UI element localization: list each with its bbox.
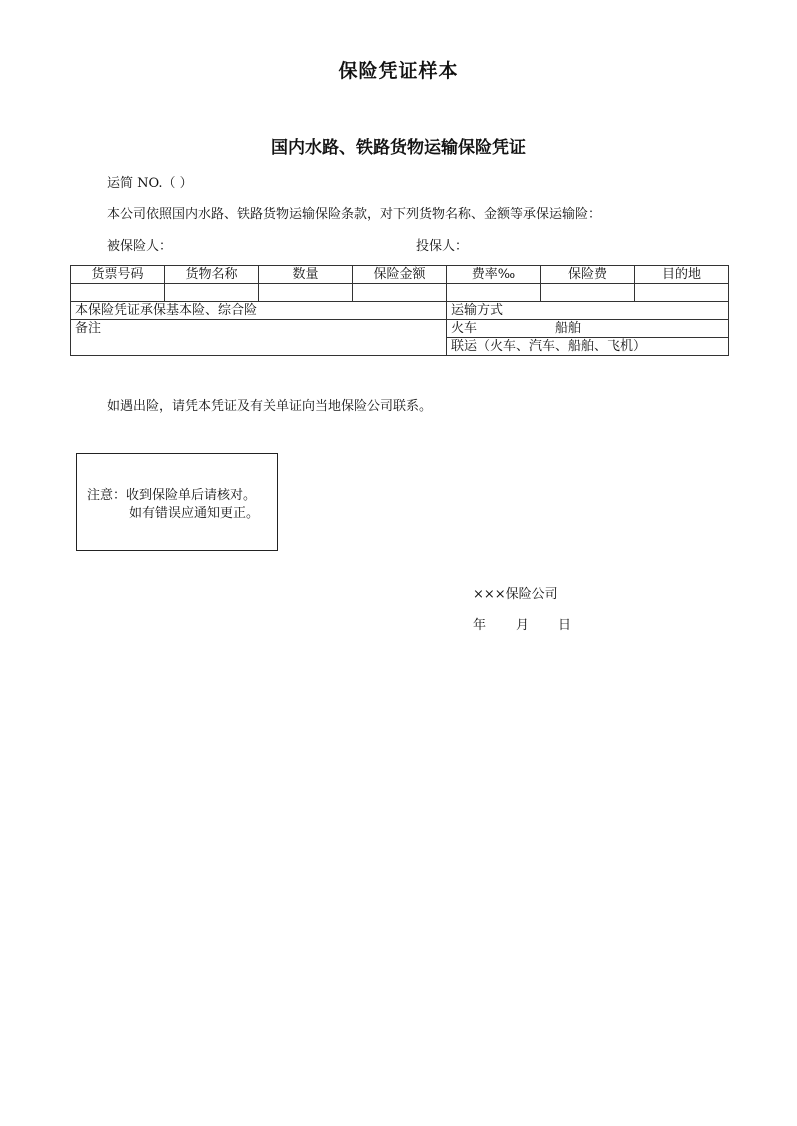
notice-box xyxy=(76,453,278,551)
date-day: 日 xyxy=(558,618,572,633)
header-destination: 目的地 xyxy=(635,266,729,284)
applicant-label: 投保人： xyxy=(416,239,469,254)
notice-line-1: 注意：收到保险单后请核对。 xyxy=(87,488,257,503)
transport-train: 火车 xyxy=(451,321,478,336)
date-year: 年 xyxy=(473,618,487,633)
insured-label: 被保险人： xyxy=(107,239,173,254)
cell-quantity xyxy=(259,284,353,302)
notice-line-2: 如有错误应通知更正。 xyxy=(129,506,260,521)
cell-waybill-number xyxy=(71,284,165,302)
cargo-table xyxy=(70,265,729,356)
reference-number: 运简 NO.（ ） xyxy=(107,176,193,191)
page-title: 保险凭证样本 xyxy=(338,60,459,82)
date-month: 月 xyxy=(516,618,530,633)
company-name: ×××保险公司 xyxy=(473,587,558,602)
header-quantity: 数量 xyxy=(259,266,353,284)
contact-instruction: 如遇出险，请凭本凭证及有关单证向当地保险公司联系。 xyxy=(107,399,433,414)
cell-cargo-name xyxy=(165,284,259,302)
transport-method-label: 运输方式 xyxy=(447,302,729,320)
intro-paragraph: 本公司依照国内水路、铁路货物运输保险条款，对下列货物名称、金额等承保运输险： xyxy=(107,207,602,222)
table-row xyxy=(71,320,729,338)
transport-options-cell xyxy=(447,320,729,338)
header-waybill-number: 货票号码 xyxy=(71,266,165,284)
transport-ship: 船舶 xyxy=(555,321,582,336)
header-cargo-name: 货物名称 xyxy=(165,266,259,284)
table-header-row xyxy=(71,266,729,284)
cell-premium xyxy=(541,284,635,302)
cell-destination xyxy=(635,284,729,302)
cell-rate xyxy=(447,284,541,302)
header-premium: 保险费 xyxy=(541,266,635,284)
transport-combined-cell: 联运（火车、汽车、船舶、飞机） xyxy=(447,338,729,356)
coverage-cell: 本保险凭证承保基本险、综合险 xyxy=(71,302,447,320)
header-rate: 费率‰ xyxy=(447,266,541,284)
table-row xyxy=(71,302,729,320)
cell-insured-amount xyxy=(353,284,447,302)
header-insured-amount: 保险金额 xyxy=(353,266,447,284)
remarks-cell: 备注 xyxy=(71,320,447,356)
certificate-title: 国内水路、铁路货物运输保险凭证 xyxy=(271,138,526,158)
table-row xyxy=(71,284,729,302)
